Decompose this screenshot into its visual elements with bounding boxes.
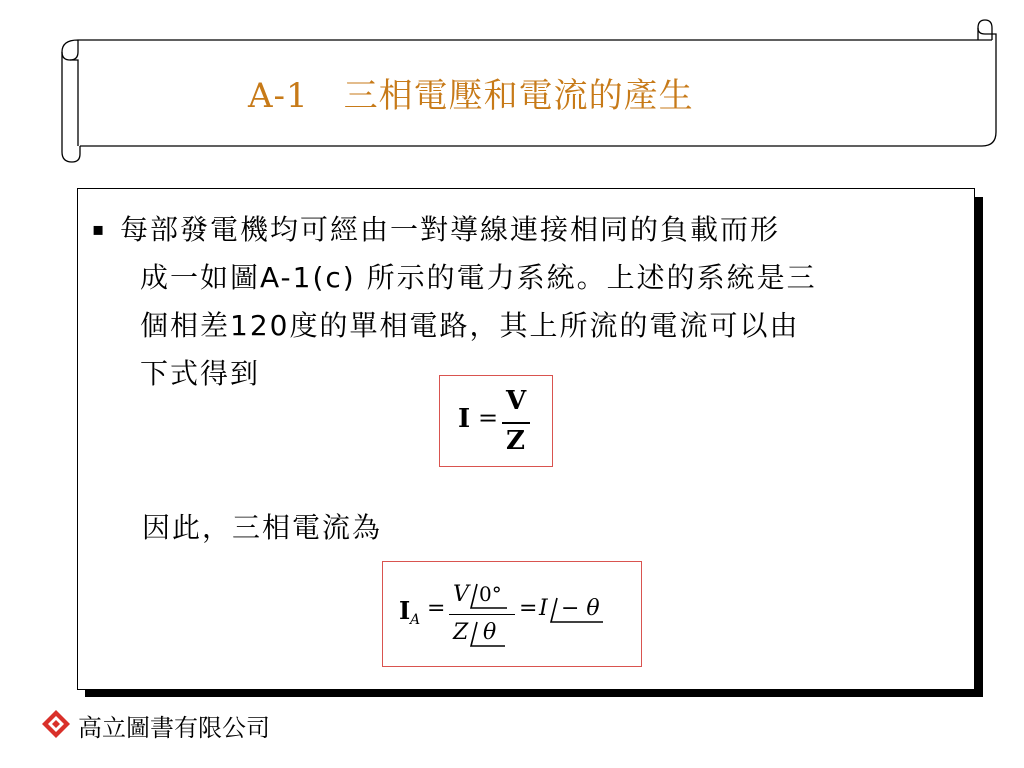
formula2-lhs: I bbox=[399, 596, 411, 625]
formula2-rhs-angle: − θ bbox=[561, 596, 600, 621]
formula2-den-var: Z bbox=[453, 620, 469, 645]
formula1-numerator: V bbox=[506, 386, 527, 416]
formula2-equals-1: = bbox=[427, 596, 446, 621]
formula2-num-angle: 0° bbox=[479, 582, 502, 606]
formula1-lhs: I bbox=[458, 404, 471, 434]
paragraph-line-4: 下式得到 bbox=[140, 357, 261, 390]
fraction-bar bbox=[449, 614, 515, 615]
formula-phase-current bbox=[382, 561, 642, 667]
slide-title: A-1 三相電壓和電流的產生 bbox=[248, 76, 694, 116]
paragraph-line-2: 成一如圖A-1(c) 所示的電力系統。上述的系統是三 bbox=[140, 261, 817, 294]
company-logo-icon bbox=[40, 708, 72, 740]
formula2-den-angle: θ bbox=[483, 620, 497, 645]
paragraph-line-1: 每部發電機均可經由一對導線連接相同的負載而形 bbox=[120, 213, 781, 246]
fraction-bar bbox=[502, 422, 530, 424]
bullet-icon: ▪ bbox=[92, 219, 105, 240]
formula1-denominator: Z bbox=[506, 426, 525, 456]
formula2-rhs-var: I bbox=[539, 596, 548, 621]
formula-ohms-law bbox=[439, 375, 553, 467]
company-name: 高立圖書有限公司 bbox=[78, 714, 270, 742]
formula1-equals: = bbox=[478, 404, 499, 432]
therefore-text: 因此，三相電流為 bbox=[142, 511, 383, 544]
paragraph-line-3: 個相差120度的單相電路，其上所流的電流可以由 bbox=[140, 309, 800, 342]
formula2-subscript: A bbox=[410, 612, 421, 628]
formula2-num-var: V bbox=[453, 582, 469, 607]
formula2-equals-2: = bbox=[519, 596, 538, 621]
